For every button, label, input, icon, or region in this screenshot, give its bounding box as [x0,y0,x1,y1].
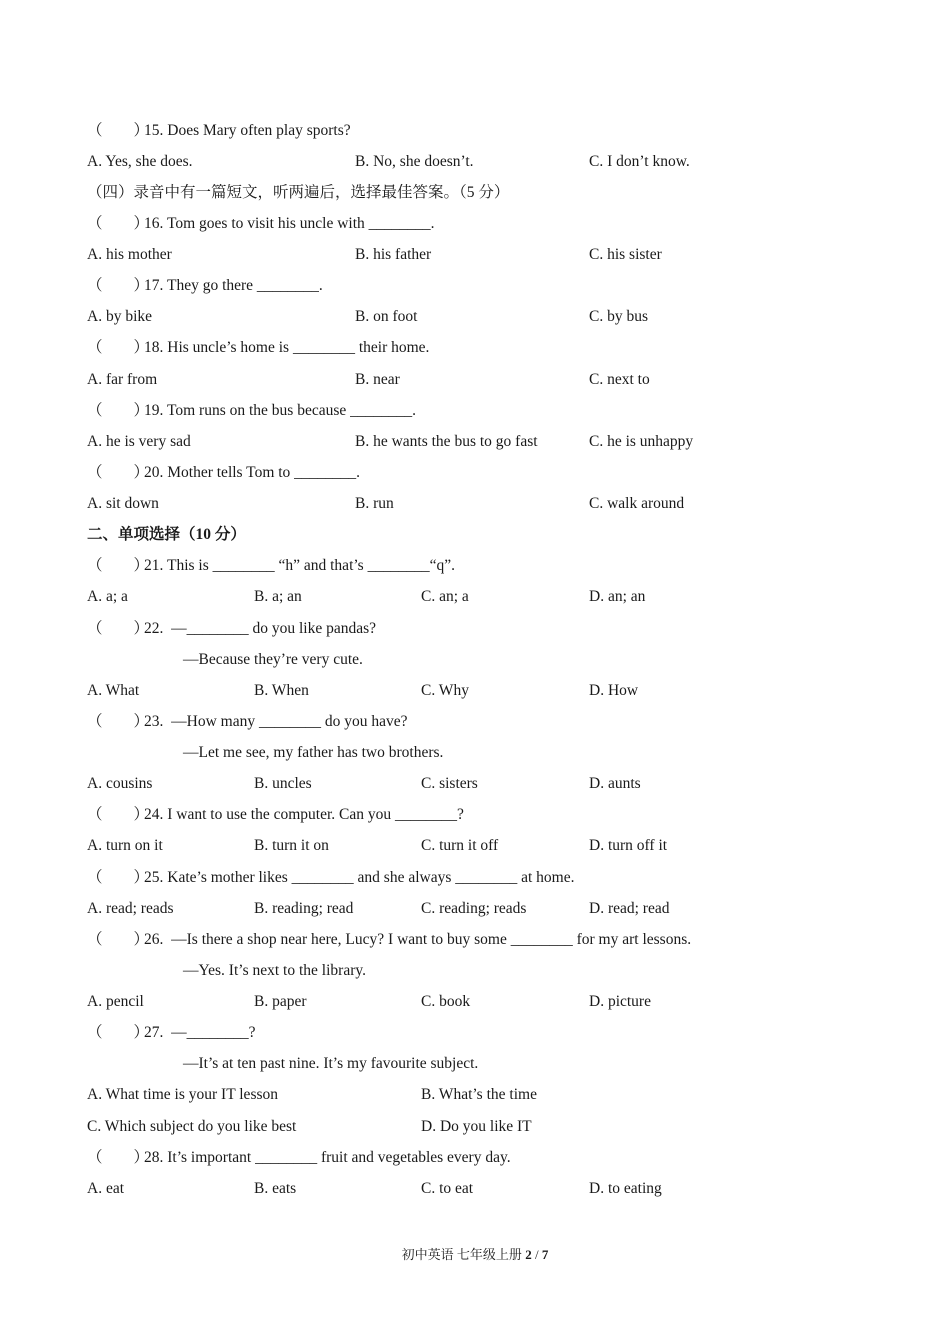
option: C. turn it off [421,837,499,854]
answer-blank: （ ） [87,1149,150,1166]
reply: —Because they’re very cute. [183,651,363,668]
question-28: （ ）28. It’s important ________ fruit and vegetables every day. [87,1149,511,1166]
question-27: （ ）27. —________? [87,1024,256,1041]
option: B. paper [254,993,307,1010]
option: B. eats [254,1180,297,1197]
question-17: （ ）17. They go there ________. [87,277,323,294]
option: C. book [421,993,471,1010]
option: C. sisters [421,775,478,792]
answer-blank: （ ） [87,464,150,481]
option: B. he wants the bus to go fast [355,433,538,450]
option: A. cousins [87,775,153,792]
question-26: （ ）26. —Is there a shop near here, Lucy? I want to buy some ________ for my art lessons. [87,931,692,948]
option: D. How [589,682,639,699]
question-21: （ ）21. This is ________ “h” and that’s ________“q”. [87,557,455,574]
option: C. an; a [421,588,469,605]
answer-blank: （ ） [87,339,150,356]
option: B. No, she doesn’t. [355,153,474,170]
question-25: （ ）25. Kate’s mother likes ________ and she always ________ at home. [87,869,575,886]
option: C. by bus [589,308,648,325]
page-number: 2 [525,1247,532,1262]
option: C. Why [421,682,469,699]
option: B. uncles [254,775,312,792]
section-2-heading: 二、单项选择（10 分） [87,526,246,543]
option: C. reading; reads [421,900,527,917]
answer-blank: （ ） [87,215,150,232]
question-24: （ ）24. I want to use the computer. Can you ________? [87,806,464,823]
section-4-heading: （四）录音中有一篇短文，听两遍后，选择最佳答案。（5 分） [87,184,510,201]
option: B. What’s the time [421,1086,537,1103]
option: A. eat [87,1180,125,1197]
answer-blank: （ ） [87,402,150,419]
option: A. sit down [87,495,159,512]
footer-course: 初中英语 七年级上册 [401,1247,526,1262]
option: A. What [87,682,140,699]
option: A. a; a [87,588,128,605]
option: A. turn on it [87,837,163,854]
option: C. walk around [589,495,685,512]
option: B. his father [355,246,432,263]
reply: —Let me see, my father has two brothers. [183,744,444,761]
option: D. an; an [589,588,646,605]
option: B. a; an [254,588,302,605]
option: A. his mother [87,246,172,263]
answer-blank: （ ） [87,557,150,574]
option: B. on foot [355,308,418,325]
option: C. he is unhappy [589,433,694,450]
option: A. What time is your IT lesson [87,1086,279,1103]
option: B. turn it on [254,837,329,854]
question-20: （ ）20. Mother tells Tom to ________. [87,464,361,481]
answer-blank: （ ） [87,122,150,139]
question-15: （ ）15. Does Mary often play sports? [87,122,351,139]
option: B. run [355,495,394,512]
answer-blank: （ ） [87,931,150,948]
question-19: （ ）19. Tom runs on the bus because ________. [87,402,416,419]
option: A. Yes, she does. [87,153,193,170]
question-22: （ ）22. —________ do you like pandas? [87,620,377,637]
question-18: （ ）18. His uncle’s home is ________ their home. [87,339,430,356]
reply: —It’s at ten past nine. It’s my favourite subject. [183,1055,479,1072]
answer-blank: （ ） [87,1024,150,1041]
option: A. he is very sad [87,433,191,450]
option: C. Which subject do you like best [87,1118,297,1135]
reply: —Yes. It’s next to the library. [183,962,366,979]
answer-blank: （ ） [87,869,150,886]
option: D. Do you like IT [421,1118,532,1135]
option: D. read; read [589,900,670,917]
option: C. his sister [589,246,662,263]
answer-blank: （ ） [87,277,150,294]
option: B. reading; read [254,900,354,917]
option: D. to eating [589,1180,662,1197]
answer-blank: （ ） [87,713,150,730]
page-total: 7 [541,1247,549,1262]
option: A. by bike [87,308,153,325]
option: D. turn off it [589,837,668,854]
option: B. near [355,371,400,388]
option: A. read; reads [87,900,174,917]
option: C. next to [589,371,650,388]
answer-blank: （ ） [87,806,150,823]
option: A. pencil [87,993,144,1010]
option: A. far from [87,371,158,388]
option: D. picture [589,993,651,1010]
option: C. I don’t know. [589,153,690,170]
option: B. When [254,682,309,699]
page-footer: 初中英语 七年级上册 2 / 7 [401,1247,549,1262]
answer-blank: （ ） [87,620,150,637]
option: C. to eat [421,1180,474,1197]
option: D. aunts [589,775,641,792]
question-16: （ ）16. Tom goes to visit his uncle with ________. [87,215,435,232]
question-23: （ ）23. —How many ________ do you have? [87,713,408,730]
